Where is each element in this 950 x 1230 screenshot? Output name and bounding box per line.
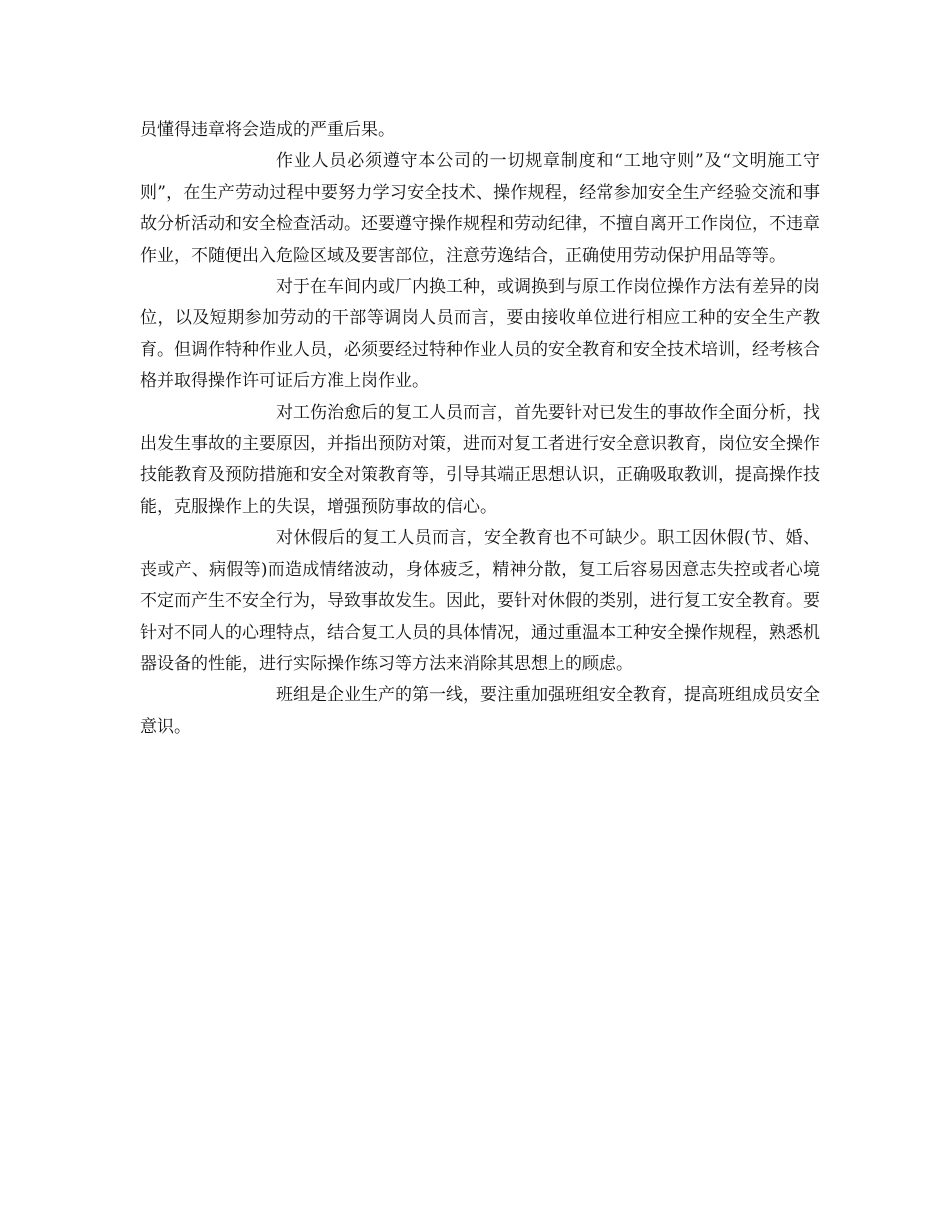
paragraph-injury-return: 对工伤治愈后的复工人员而言，首先要针对已发生的事故作全面分析，找出发生事故的主要原因，并指出预防对策，进而对复工者进行安全意识教育，岗位安全操作技能教育及预防措施和安全对策教育等，引导其端正思想认识，正确吸取教训，提高操作技能，克服操作上的失误，增强预防事故的信心。 bbox=[140, 402, 820, 517]
paragraph-worker-rules: 作业人员必须遵守本公司的一切规章制度和“工地守则”及“文明施工守则”，在生产劳动过程中要努力学习安全技术、操作规程，经常参加安全生产经验交流和事故分析活动和安全检查活动。还要遵守操作规程和劳动纪律，不擅自离开工作岗位，不违章作业，不随便出入危险区域及要害部位，注意劳逸结合，正确使用劳动保护用品等等。 bbox=[140, 151, 820, 266]
paragraph-job-transfer: 对于在车间内或厂内换工种，或调换到与原工作岗位操作方法有差异的岗位，以及短期参加劳动的干部等调岗人员而言，要由接收单位进行相应工种的安全生产教育。但调作特种作业人员，必须要经过特种作业人员的安全教育和安全技术培训，经考核合格并取得操作许可证后方准上岗作业。 bbox=[140, 277, 820, 392]
paragraph-vacation-return: 对休假后的复工人员而言，安全教育也不可缺少。职工因休假(节、婚、丧或产、病假等)而造成情绪波动，身体疲乏，精神分散，复工后容易因意志失控或者心境不定而产生不安全行为，导致事故发生。因此，要针对休假的类别，进行复工安全教育。要针对不同人的心理特点，结合复工人员的具体情况，通过重温本工种安全操作规程，熟悉机器设备的性能，进行实际操作练习等方法来消除其思想上的顾虑。 bbox=[140, 528, 820, 674]
paragraph-continued: 员懂得违章将会造成的严重后果。 bbox=[140, 120, 395, 140]
paragraph-team-education: 班组是企业生产的第一线，要注重加强班组安全教育，提高班组成员安全意识。 bbox=[140, 685, 820, 737]
document-body bbox=[140, 115, 820, 743]
